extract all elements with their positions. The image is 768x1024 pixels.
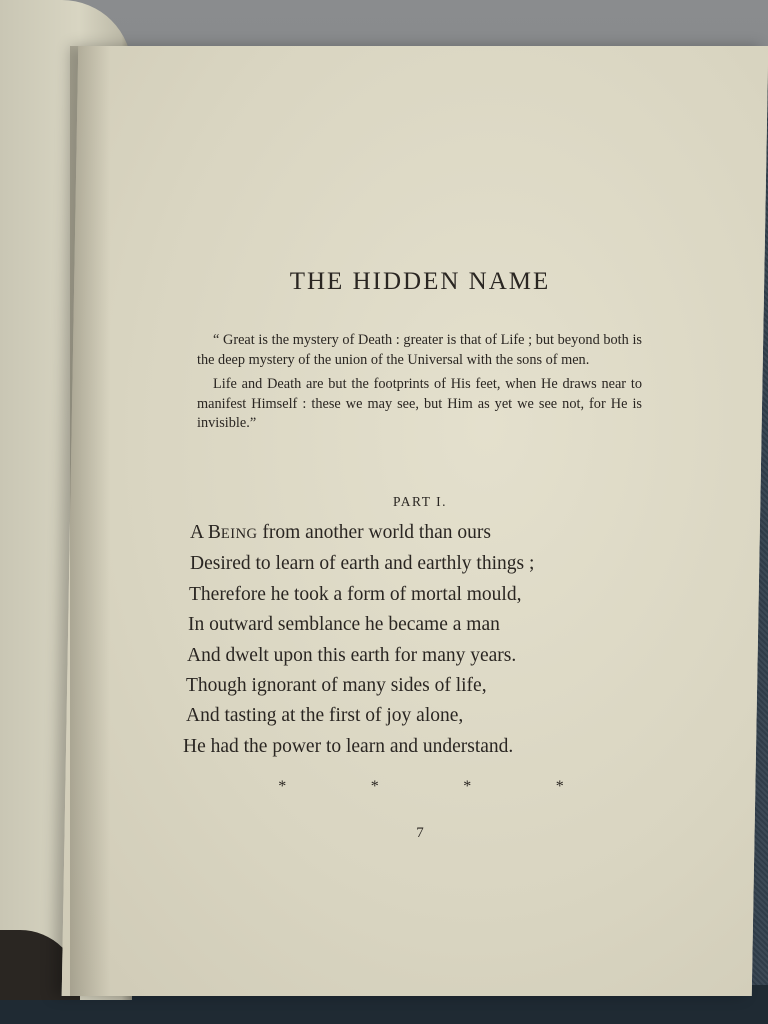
poem-line: In outward semblance he became a man (188, 614, 500, 636)
separator-asterisk: * (370, 778, 379, 795)
part-heading: PART I. (393, 494, 447, 509)
epigraph (197, 331, 642, 439)
epigraph-paragraph: “ Great is the mystery of Death : greater is that of Life ; but beyond both is the deep mystery of the union of the Universal with the sons of men. (197, 332, 642, 368)
section-separator (236, 778, 606, 796)
poem-line-rest: from another world than ours (257, 522, 491, 543)
poem-line-initial: A B (190, 522, 221, 543)
poem-line: He had the power to learn and understand. (183, 735, 514, 757)
page-title: THE HIDDEN NAME (289, 268, 551, 295)
epigraph-paragraph: Life and Death are but the footprints of His feet, when He draws near to manifest Himself : these we may see, but Him as yet we see not, for He is invisible.” (197, 376, 642, 431)
poem-line: Therefore he took a form of mortal mould, (189, 583, 522, 605)
poem-line (186, 518, 646, 549)
poem-line-smallcaps: EING (220, 526, 258, 542)
poem-line: Though ignorant of many sides of life, (186, 675, 487, 697)
page-number: 7 (416, 825, 424, 841)
poem-line: Desired to learn of earth and earthly things ; (190, 553, 535, 575)
separator-asterisk: * (278, 778, 287, 795)
separator-asterisk: * (463, 778, 472, 795)
poem-line: And tasting at the first of joy alone, (186, 705, 464, 727)
separator-asterisk: * (555, 778, 564, 795)
poem-line: And dwelt upon this earth for many years. (187, 644, 517, 666)
poem (183, 518, 646, 762)
